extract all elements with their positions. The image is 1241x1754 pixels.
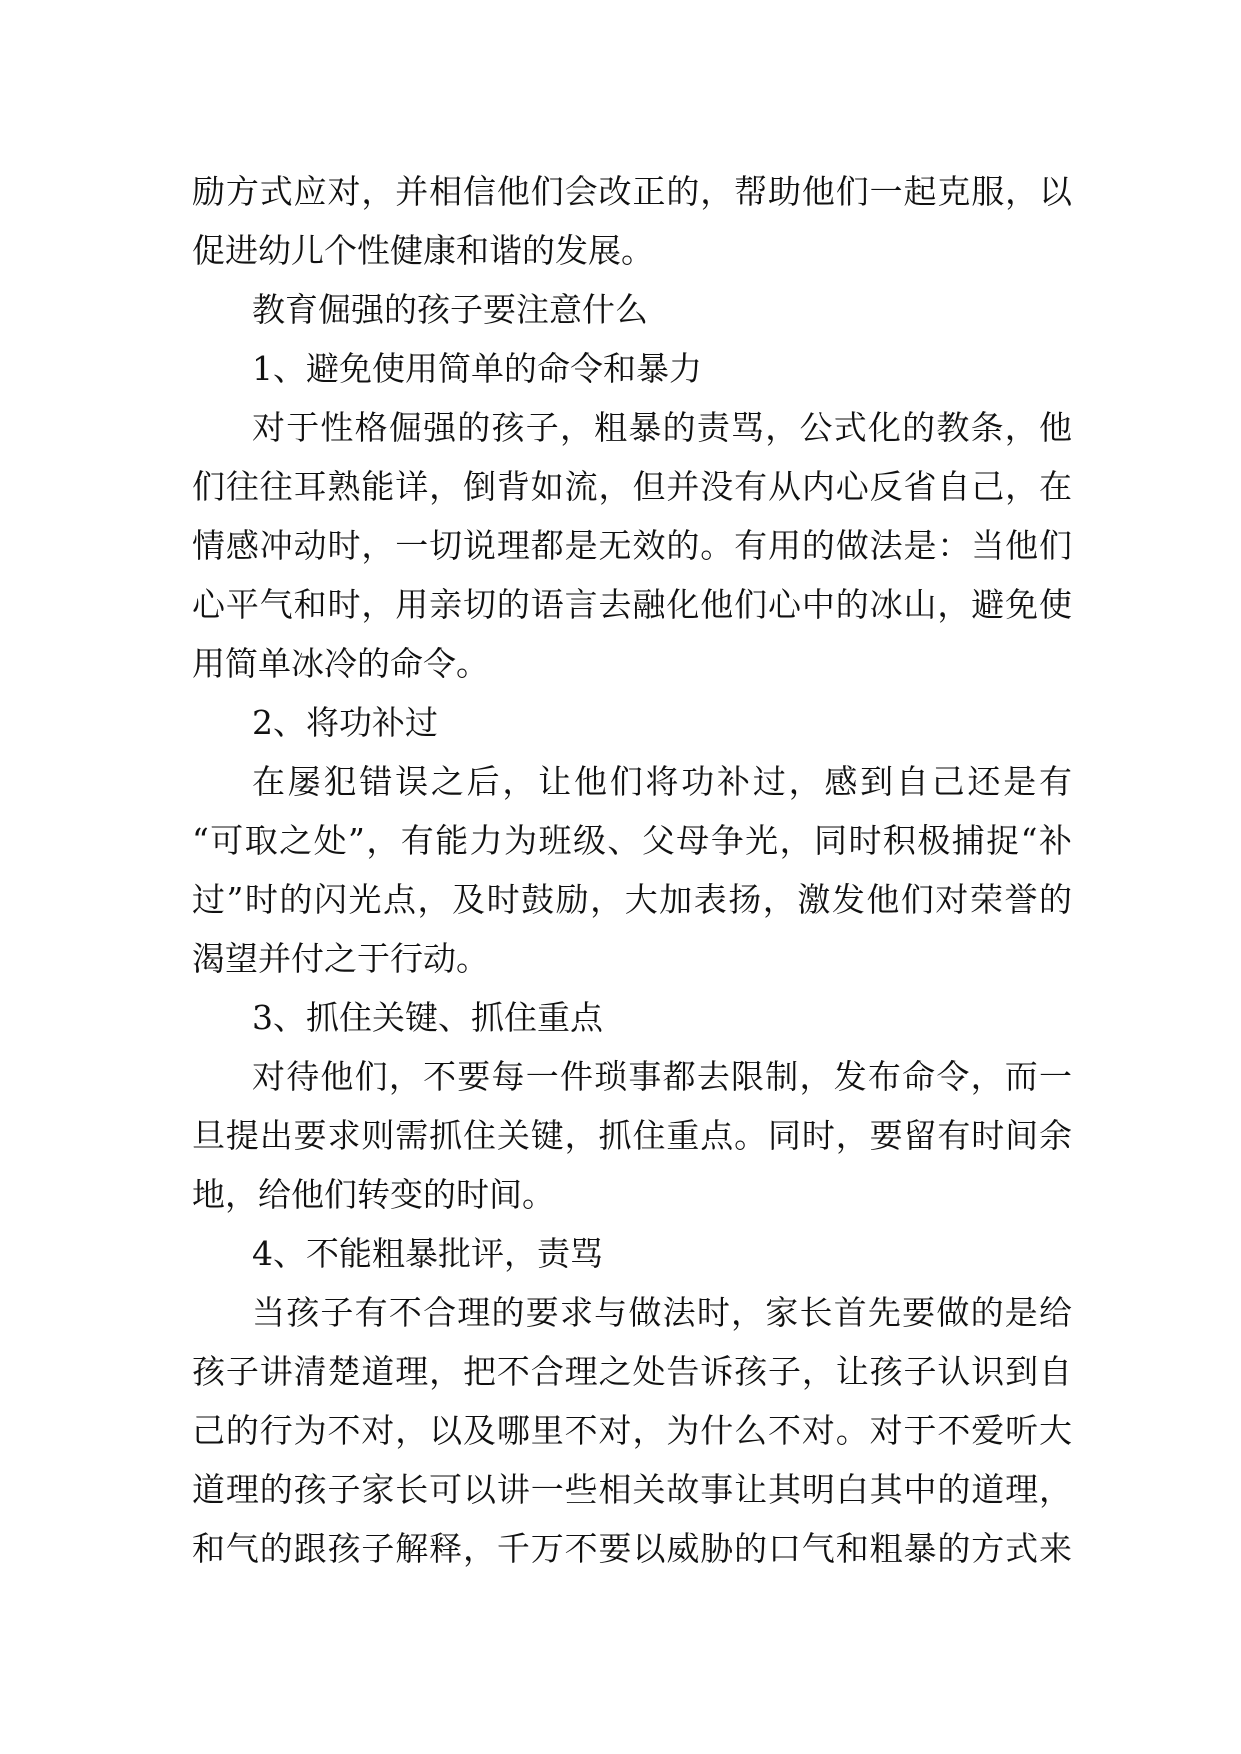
paragraph-line: 孩子讲清楚道理，把不合理之处告诉孩子，让孩子认识到自 xyxy=(192,1352,1072,1391)
paragraph-line: 励方式应对，并相信他们会改正的，帮助他们一起克服，以 xyxy=(192,172,1072,211)
section-heading-2: 2、将功补过 xyxy=(252,703,438,742)
paragraph-line: 渴望并付之于行动。 xyxy=(192,939,489,978)
paragraph-line: 促进幼儿个性健康和谐的发展。 xyxy=(192,231,654,270)
paragraph-line: 对待他们，不要每一件琐事都去限制，发布命令，而一 xyxy=(252,1057,1072,1096)
paragraph-line: 和气的跟孩子解释，千万不要以威胁的口气和粗暴的方式来 xyxy=(192,1529,1072,1568)
paragraph-line: 地，给他们转变的时间。 xyxy=(192,1175,555,1214)
paragraph-line: 旦提出要求则需抓住关键，抓住重点。同时，要留有时间余 xyxy=(192,1116,1072,1155)
paragraph-line: 在屡犯错误之后，让他们将功补过，感到自己还是有 xyxy=(252,762,1072,801)
paragraph-line: 过”时的闪光点，及时鼓励，大加表扬，激发他们对荣誉的 xyxy=(192,880,1072,919)
section-heading-4: 4、不能粗暴批评，责骂 xyxy=(252,1234,603,1273)
paragraph-line: 对于性格倔强的孩子，粗暴的责骂，公式化的教条，他 xyxy=(252,408,1072,447)
section-title: 教育倔强的孩子要注意什么 xyxy=(252,290,648,329)
document-body xyxy=(192,162,1072,1578)
paragraph-line: 们往往耳熟能详，倒背如流，但并没有从内心反省自己，在 xyxy=(192,467,1072,506)
paragraph-line: 心平气和时，用亲切的语言去融化他们心中的冰山，避免使 xyxy=(192,585,1072,624)
section-heading-3: 3、抓住关键、抓住重点 xyxy=(252,998,603,1037)
paragraph-line: 当孩子有不合理的要求与做法时，家长首先要做的是给 xyxy=(252,1293,1072,1332)
paragraph-line: 己的行为不对，以及哪里不对，为什么不对。对于不爱听大 xyxy=(192,1411,1072,1450)
paragraph-line: 用简单冰冷的命令。 xyxy=(192,644,489,683)
section-heading-1: 1、避免使用简单的命令和暴力 xyxy=(252,349,702,388)
paragraph-line: 道理的孩子家长可以讲一些相关故事让其明白其中的道理， xyxy=(192,1470,1072,1509)
paragraph-line: “可取之处”，有能力为班级、父母争光，同时积极捕捉“补 xyxy=(192,821,1072,860)
paragraph-line: 情感冲动时，一切说理都是无效的。有用的做法是：当他们 xyxy=(192,526,1072,565)
